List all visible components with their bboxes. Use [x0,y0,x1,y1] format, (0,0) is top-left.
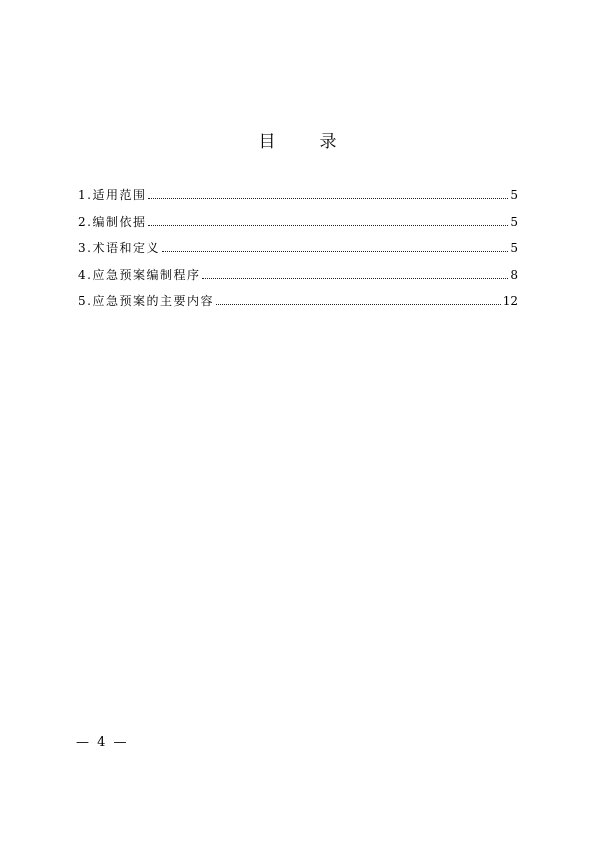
toc-entry-page: 5 [510,214,518,229]
toc-entry-label: 4.应急预案编制程序 [78,267,201,282]
toc-title-char-1: 目 [258,132,276,152]
toc-dot-leader [216,303,501,305]
toc-entry-terms[interactable] [78,238,518,265]
toc-entry-page: 5 [510,188,518,202]
page-number: — 4 — [76,735,129,750]
toc-dot-leader [162,250,508,252]
toc-title [0,130,595,154]
toc-entry-procedure[interactable] [78,265,518,292]
toc-title-char-2: 录 [319,132,337,152]
toc-entry-page: 8 [510,267,518,282]
toc-list [78,185,518,318]
toc-entry-page: 5 [510,241,518,255]
toc-dot-leader [148,197,508,199]
toc-entry-label: 3.术语和定义 [78,241,160,255]
toc-dot-leader [148,224,508,226]
toc-entry-label: 5.应急预案的主要内容 [78,294,214,308]
toc-entry-label: 1.适用范围 [78,188,147,202]
toc-entry-label: 2.编制依据 [78,214,147,229]
toc-dot-leader [202,277,508,279]
toc-entry-scope[interactable] [78,185,518,212]
toc-entry-content[interactable] [78,291,518,318]
toc-entry-page: 12 [502,294,518,308]
toc-entry-basis[interactable] [78,212,518,239]
